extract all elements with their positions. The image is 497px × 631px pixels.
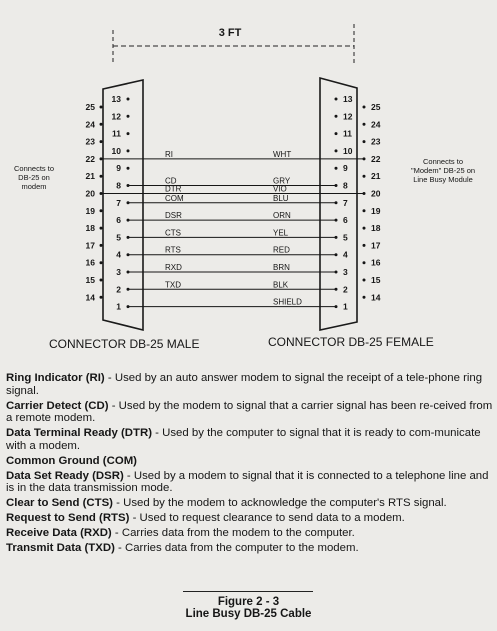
definition-term: Carrier Detect (CD) (6, 399, 109, 412)
male-pin-dot-10 (127, 149, 130, 152)
wire-color-dtr: VIO (273, 184, 287, 194)
definition-term: Common Ground (COM) (6, 454, 137, 467)
male-pin-19: 19 (85, 205, 95, 216)
male-pin-dot-11 (127, 132, 130, 135)
wire-color-com: BLU (273, 193, 289, 203)
left-note (14, 164, 54, 191)
female-pin-dot-25 (363, 106, 366, 109)
definition-text: - Used by an auto answer modem to signal the receipt of a tele-phone ring signal. (6, 372, 483, 397)
male-pin-dot-25 (100, 106, 103, 109)
female-pin-dot-21 (363, 175, 366, 178)
female-pin-18: 18 (371, 223, 381, 234)
male-even-pins (86, 102, 103, 302)
definition-text: - Carries data from the computer to the modem. (114, 542, 359, 555)
female-pin-dot-18 (363, 227, 366, 230)
male-pin-dot-24 (100, 123, 103, 126)
definition-text: - Used by the computer to signal that it is ready to com-municate with a modem. (6, 427, 481, 452)
male-pin-1: 1 (116, 301, 121, 312)
female-pin-6: 6 (343, 215, 348, 226)
left-note-line-3: modem (21, 182, 47, 191)
female-pin-5: 5 (343, 232, 348, 243)
caption-divider (183, 591, 313, 592)
wire-color-cts: YEL (273, 228, 289, 238)
male-pin-3: 3 (116, 267, 121, 277)
definition-item (6, 527, 494, 540)
male-pin-23: 23 (85, 136, 95, 147)
female-pin-dot-9 (335, 167, 338, 170)
right-note-line-1: Connects to (422, 157, 464, 166)
female-pin-dot-24 (363, 123, 366, 126)
male-pin-14: 14 (85, 292, 95, 303)
wire-signal-rts: RTS (165, 245, 181, 255)
definition-term: Receive Data (RXD) (6, 527, 112, 540)
wire-signal-dsr: DSR (165, 211, 182, 221)
male-pin-15: 15 (85, 275, 95, 285)
female-even-pins (363, 102, 381, 302)
male-pin-10: 10 (111, 145, 121, 156)
female-pin-7: 7 (343, 197, 348, 208)
wire-signal-com: COM (165, 193, 184, 203)
definition-item (6, 372, 494, 397)
male-pin-dot-19 (100, 209, 103, 212)
male-pin-21: 21 (85, 171, 95, 182)
female-pin-10: 10 (343, 145, 353, 156)
male-pin-17: 17 (85, 240, 95, 251)
definition-text: - Used by a modem to signal that it is connected to a telephone line and is in the data transmission mode. (6, 469, 489, 495)
figure-title: Line Busy DB-25 Cable (185, 608, 312, 620)
left-note-line-2: DB-25 on (18, 173, 50, 182)
definition-item (6, 497, 494, 510)
male-pin-dot-23 (100, 140, 103, 143)
male-pin-8: 8 (116, 180, 121, 191)
female-pin-22: 22 (371, 153, 381, 164)
right-note-line-3: Line Busy Module (413, 175, 473, 184)
male-pin-dot-18 (100, 227, 103, 230)
definition-term: Transmit Data (TXD) (6, 542, 115, 555)
definition-item (6, 470, 494, 495)
definition-term: Ring Indicator (RI) (6, 372, 105, 384)
male-pin-dot-9 (127, 167, 130, 170)
female-pin-21: 21 (371, 171, 381, 182)
female-odd-pins (335, 94, 353, 312)
left-note-line-1: Connects to (13, 164, 55, 173)
female-pin-25: 25 (371, 102, 381, 112)
wire-signal-txd: TXD (165, 280, 181, 290)
wire-color-ri: WHT (273, 149, 292, 159)
male-pin-dot-12 (127, 115, 130, 118)
female-pin-14: 14 (371, 292, 381, 303)
female-pin-11: 11 (343, 128, 352, 139)
female-pin-dot-23 (363, 140, 366, 143)
length-dimension (113, 24, 354, 64)
female-pin-dot-10 (335, 149, 338, 152)
male-pin-16: 16 (85, 257, 95, 268)
female-pin-dot-11 (335, 132, 338, 135)
definition-item (6, 400, 494, 425)
definition-text: - Used to request clearance to send data to a modem. (129, 512, 405, 525)
wire-color-cd: GRY (273, 176, 291, 186)
wire-signal-rxd: RXD (165, 263, 182, 272)
female-pin-dot-16 (363, 261, 366, 264)
female-pin-17: 17 (371, 240, 381, 251)
right-note (411, 157, 475, 184)
wire-color-rxd: BRN (273, 263, 290, 272)
male-pin-4: 4 (116, 249, 121, 260)
male-pin-dot-16 (100, 261, 103, 264)
female-pin-dot-12 (335, 115, 338, 118)
male-pin-dot-17 (100, 244, 103, 247)
wire-signal-ri: RI (165, 149, 173, 159)
wire-color-dsr: ORN (273, 211, 291, 221)
male-pin-22: 22 (85, 153, 95, 164)
female-pin-dot-14 (363, 296, 366, 299)
female-pin-2: 2 (343, 284, 348, 295)
female-pin-23: 23 (371, 136, 381, 147)
female-pin-8: 8 (343, 180, 348, 191)
male-pin-11: 11 (112, 128, 121, 139)
female-pin-15: 15 (371, 275, 381, 285)
male-pin-18: 18 (85, 223, 95, 234)
definition-term: Request to Send (RTS) (6, 512, 130, 525)
definition-term: Clear to Send (CTS) (6, 497, 113, 510)
male-pin-dot-14 (100, 296, 103, 299)
female-pin-dot-19 (363, 209, 366, 212)
female-pin-20: 20 (371, 188, 381, 199)
wire-color-txd: BLK (273, 280, 289, 290)
right-note-line-2: "Modem" DB-25 on (410, 166, 476, 175)
definition-term: Data Set Ready (DSR) (6, 469, 124, 482)
female-pin-1: 1 (343, 301, 348, 312)
signal-definitions (6, 372, 494, 557)
male-pin-2: 2 (116, 284, 121, 295)
male-pin-20: 20 (85, 188, 95, 199)
female-pin-3: 3 (343, 267, 348, 277)
definition-text: - Carries data from the modem to the computer. (111, 527, 355, 540)
male-pin-25: 25 (85, 102, 95, 112)
female-pin-24: 24 (371, 119, 381, 130)
male-pin-12: 12 (111, 111, 121, 122)
male-pin-9: 9 (116, 163, 121, 174)
female-pin-13: 13 (343, 94, 353, 104)
wire-signal-dtr: DTR (165, 184, 182, 194)
definition-item (6, 427, 494, 452)
male-connector-shell (103, 80, 143, 330)
definition-text: - Used by the modem to signal that a carrier signal has been re-ceived from a remote modem. (6, 399, 493, 425)
figure-caption (0, 596, 497, 620)
male-odd-pins (112, 94, 130, 312)
male-connector-label: CONNECTOR DB-25 MALE (49, 337, 200, 351)
length-label: 3 FT (218, 27, 242, 39)
female-connector-label: CONNECTOR DB-25 FEMALE (268, 335, 434, 349)
definition-term: Data Terminal Ready (DTR) (6, 427, 152, 440)
female-pin-16: 16 (371, 257, 381, 268)
definition-item (6, 542, 494, 555)
female-pin-19: 19 (371, 205, 381, 216)
female-pin-9: 9 (343, 163, 348, 174)
female-pin-4: 4 (343, 249, 348, 260)
wire-signal-cd: CD (165, 176, 177, 186)
wire-group (101, 150, 364, 307)
male-pin-13: 13 (111, 94, 121, 104)
male-pin-dot-21 (100, 175, 103, 178)
definition-text: - Used by the modem to acknowledge the computer's RTS signal. (112, 497, 447, 510)
female-pin-dot-17 (363, 244, 366, 247)
female-pin-12: 12 (343, 111, 353, 122)
definition-item (6, 455, 494, 468)
definition-item (6, 512, 494, 525)
male-pin-24: 24 (85, 119, 95, 130)
male-pin-5: 5 (116, 232, 121, 243)
female-pin-dot-15 (363, 279, 366, 282)
wire-color-shield: SHIELD (273, 297, 302, 307)
female-pin-dot-13 (335, 98, 338, 101)
male-pin-6: 6 (116, 215, 121, 226)
wire-color-rts: RED (273, 245, 290, 255)
male-pin-dot-13 (127, 98, 130, 101)
wire-signal-cts: CTS (165, 228, 181, 238)
figure-number: Figure 2 - 3 (217, 596, 280, 608)
male-pin-7: 7 (116, 197, 121, 208)
male-pin-dot-15 (100, 279, 103, 282)
